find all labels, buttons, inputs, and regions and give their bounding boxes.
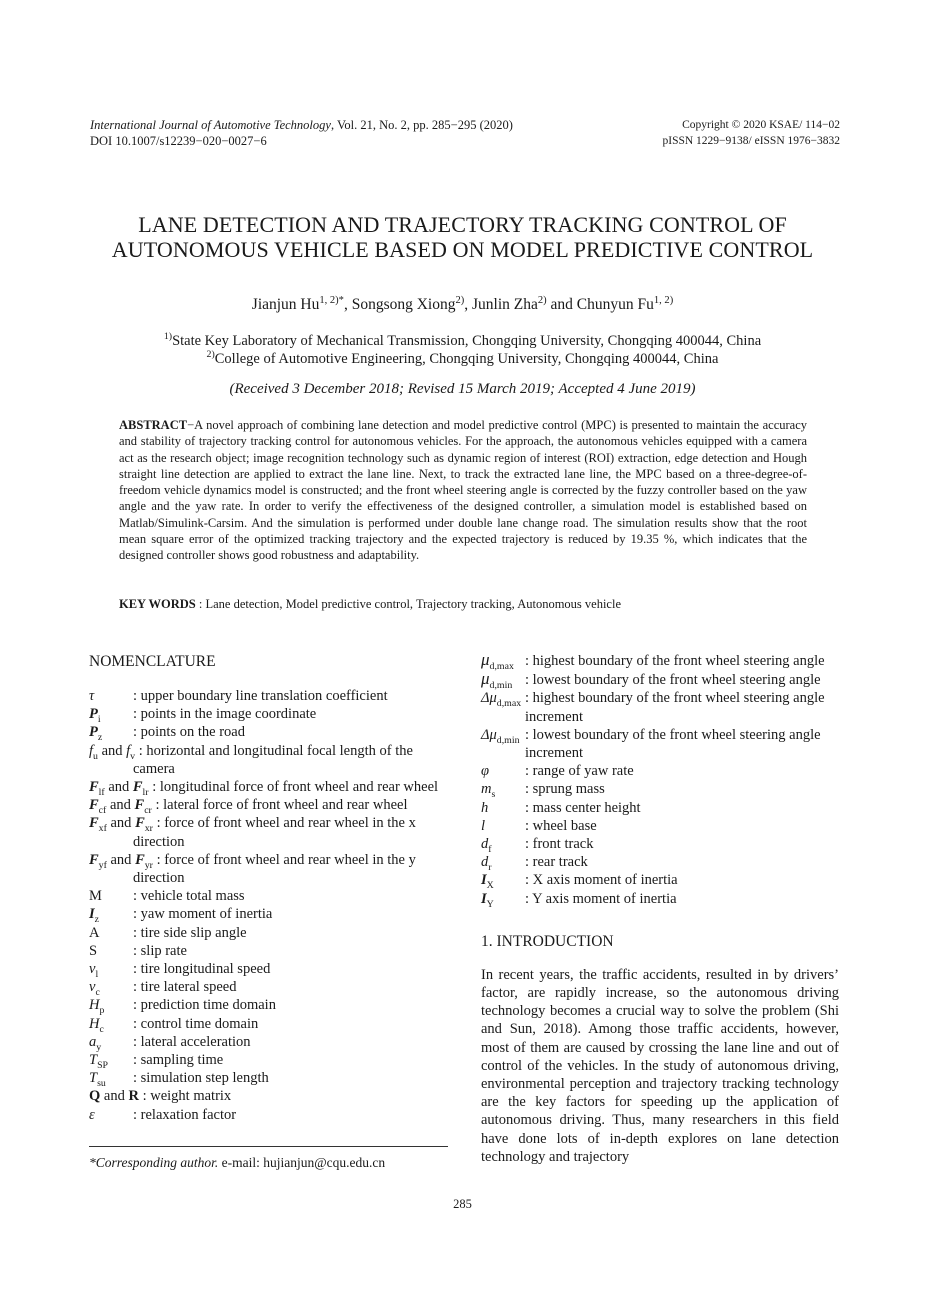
author-3-affil: 2)	[537, 294, 547, 306]
symbol-subscript: u	[93, 750, 98, 762]
definition: : force of front wheel and rear wheel in the y	[152, 851, 416, 868]
symbol-subscript: l	[95, 968, 99, 980]
citation-volume: , Vol. 21, No. 2, pp. 285−295 (2020)	[330, 118, 513, 132]
symbol: v	[89, 961, 96, 978]
symbol: S	[89, 942, 98, 959]
definition: : front track	[525, 836, 594, 853]
conjunction: and	[104, 779, 133, 796]
nomenclature-item	[89, 978, 448, 999]
symbol: P	[89, 706, 98, 723]
nomenclature-column-right	[481, 651, 839, 1166]
nomenclature-item	[89, 723, 448, 744]
page-number: 285	[453, 1197, 472, 1211]
nomenclature-item	[89, 705, 448, 726]
symbol: v	[89, 979, 96, 996]
definition: : sampling time	[133, 1052, 224, 1069]
nomenclature-heading: NOMENCLATURE	[89, 653, 216, 670]
symbol: H	[89, 1015, 100, 1032]
nomenclature-item	[481, 689, 839, 710]
symbol: f	[126, 742, 131, 759]
affiliations	[60, 332, 865, 368]
symbol-subscript: lf	[98, 786, 105, 798]
nomenclature-item	[89, 942, 448, 960]
definition: : lateral acceleration	[133, 1033, 251, 1050]
footnote-divider	[89, 1146, 448, 1147]
symbol: ε	[89, 1106, 95, 1123]
affiliation-1-mark: 1)	[163, 331, 173, 343]
nomenclature-item	[481, 651, 839, 670]
symbol-subscript: p	[99, 1005, 105, 1017]
definition: : upper boundary line translation coefficient	[133, 688, 388, 704]
title-line-1: LANE DETECTION AND TRAJECTORY TRACKING CONTROL OF	[138, 212, 787, 237]
definition: : X axis moment of inertia	[525, 872, 678, 889]
definition: : highest boundary of the front wheel steering angle	[525, 690, 825, 707]
keywords	[119, 597, 807, 612]
author-3: , Junlin Zha	[464, 296, 538, 313]
nomenclature-item	[89, 887, 448, 905]
nomenclature-item	[481, 762, 839, 780]
symbol: μ	[481, 669, 490, 689]
symbol-subscript: v	[130, 750, 136, 762]
symbol: F	[89, 797, 99, 814]
nomenclature-item	[89, 687, 448, 705]
nomenclature-continuation: camera	[133, 760, 175, 777]
symbol-subscript: yr	[144, 859, 153, 871]
journal-name: International Journal of Automotive Technology	[90, 118, 331, 132]
nomenclature-item	[481, 799, 839, 817]
nomenclature-item	[89, 996, 448, 1017]
symbol-subscript: f	[488, 843, 492, 855]
symbol-subscript: Y	[486, 898, 494, 910]
definition: : longitudinal force of front wheel and rear wheel	[148, 779, 439, 796]
affiliation-2-mark: 2)	[206, 349, 215, 361]
definition: : points in the image coordinate	[133, 706, 317, 723]
conjunction: and	[106, 815, 136, 832]
definition: : tire side slip angle	[133, 924, 247, 941]
nomenclature-item	[89, 778, 448, 796]
definition: : tire lateral speed	[133, 979, 237, 996]
nomenclature-item	[481, 871, 839, 892]
symbol-subscript: cr	[144, 805, 152, 817]
symbol-subscript: cf	[98, 805, 107, 817]
author-1-affil: 1, 2)*	[319, 294, 344, 306]
symbol-subscript: i	[97, 714, 101, 726]
definition: : range of yaw rate	[525, 763, 634, 780]
nomenclature-item	[481, 817, 839, 835]
symbol: F	[135, 851, 145, 868]
nomenclature-item	[89, 960, 448, 978]
symbol: A	[89, 924, 100, 941]
definition: : relaxation factor	[133, 1106, 237, 1123]
symbol: T	[89, 1070, 98, 1087]
definition: : lateral force of front wheel and rear wheel	[151, 797, 408, 814]
abstract	[119, 417, 807, 564]
symbol-subscript: xf	[98, 823, 107, 835]
copyright: Copyright © 2020 KSAE/ 114−02	[682, 119, 840, 131]
doi: DOI 10.1007/s12239−020−0027−6	[90, 134, 267, 148]
definition: : highest boundary of the front wheel steering angle	[525, 653, 825, 669]
symbol: H	[89, 997, 100, 1014]
title-line-2: AUTONOMOUS VEHICLE BASED ON MODEL PREDICTIVE CONTROL	[111, 237, 814, 262]
definition: : mass center height	[525, 799, 641, 816]
definition: : tire longitudinal speed	[133, 961, 271, 978]
symbol-subscript: su	[97, 1078, 106, 1090]
symbol-subscript: d,min	[489, 680, 513, 692]
symbol-subscript: c	[99, 1023, 104, 1035]
symbol-subscript: lr	[142, 786, 149, 798]
symbol: φ	[481, 763, 490, 780]
footnote-email: e-mail: hujianjun@cqu.edu.cn	[218, 1155, 386, 1170]
conjunction: and	[100, 1088, 129, 1105]
definition: : vehicle total mass	[133, 888, 245, 905]
symbol: F	[134, 797, 145, 814]
symbol-subscript: d,max	[496, 698, 522, 710]
nomenclature-item	[89, 851, 448, 869]
symbol: μ	[481, 650, 490, 669]
symbol-subscript: yf	[98, 859, 107, 871]
affiliation-2	[60, 350, 865, 368]
nomenclature-item	[89, 814, 448, 835]
copyright-block	[600, 117, 840, 149]
author-4-affil: 1, 2)	[653, 294, 674, 306]
definition: : weight matrix	[138, 1088, 232, 1105]
symbol: F	[132, 779, 143, 796]
definition: : lowest boundary of the front wheel steering angle	[525, 672, 821, 689]
symbol: Q	[89, 1088, 101, 1105]
symbol: h	[481, 799, 489, 816]
definition: : lowest boundary of the front wheel steering angle	[525, 726, 821, 743]
author-2: , Songsong Xiong	[343, 296, 456, 313]
abstract-text: −A novel approach of combining lane detection and model predictive control (MPC) is presented to maintain the accuracy and stability of trajectory tracking control for autonomous vehicles. For the approach, the autonomous vehicles equipped with a camera act as the research object; image recognition technology such as dynamic region of interest (ROI) extraction, edge detection and Hough straight line detection are applied to extract the lane line. Next, to track the extracted lane line, the MPC based on a three-degree-of-freedom vehicle dynamics model is constructed; and the front wheel steering angle is corrected by the fuzzy controller based on the yaw angle and the yaw rate. In order to verify the effectiveness of the designed controller, a simulation model is established based on Matlab/Simulink-Carsim. And the simulation is performed under double lane change road. The simulation results show that the root mean square error of the optimized tracking trajectory and the expected trajectory is reduced by 19.35 %, which indicates that the designed controller shows good robustness and adaptability.	[119, 418, 807, 563]
conjunction: and	[106, 797, 135, 814]
nomenclature-item	[89, 742, 448, 760]
symbol: l	[481, 817, 486, 834]
symbol-subscript: r	[488, 862, 492, 874]
affiliation-1	[60, 332, 865, 350]
symbol-subscript: d,max	[489, 660, 514, 672]
author-4: and Chunyun Fu	[546, 296, 654, 313]
definition: : Y axis moment of inertia	[525, 890, 677, 907]
nomenclature-item	[481, 726, 839, 744]
definition: : force of front wheel and rear wheel in the x	[152, 815, 416, 832]
affiliation-1-text: State Key Laboratory of Mechanical Transmission, Chongqing University, Chongqing 400044, China	[172, 333, 762, 349]
definition: : points on the road	[133, 724, 245, 741]
symbol: P	[89, 724, 98, 741]
affiliation-2-text: College of Automotive Engineering, Chongqing University, Chongqing 400044, China	[214, 351, 719, 367]
definition: : wheel base	[525, 817, 597, 834]
paper-title	[60, 212, 865, 262]
symbol: F	[89, 815, 99, 832]
symbol-subscript: s	[491, 789, 496, 801]
symbol: M	[89, 888, 102, 905]
author-1: Jianjun Hu	[251, 296, 320, 313]
symbol: R	[128, 1088, 139, 1105]
definition: : rear track	[525, 854, 588, 871]
conjunction: and	[97, 742, 127, 759]
footnote-label: *Corresponding author.	[89, 1155, 219, 1170]
nomenclature-item	[89, 1106, 448, 1124]
nomenclature-item	[89, 796, 448, 817]
nomenclature-continuation: increment	[525, 745, 583, 762]
nomenclature-item	[89, 924, 448, 942]
nomenclature-item	[89, 905, 448, 926]
nomenclature-item	[481, 669, 839, 692]
symbol: F	[89, 851, 99, 868]
nomenclature-item	[89, 1015, 448, 1033]
definition: : slip rate	[133, 942, 187, 959]
introduction-heading: 1. INTRODUCTION	[481, 932, 614, 950]
symbol: τ	[89, 688, 95, 704]
definition: : yaw moment of inertia	[133, 906, 273, 923]
issn: pISSN 1229−9138/ eISSN 1976−3832	[662, 135, 840, 147]
nomenclature-column-left	[89, 651, 448, 1124]
nomenclature-continuation: direction	[133, 870, 185, 887]
keywords-label: KEY WORDS	[119, 597, 196, 611]
symbol-subscript: c	[95, 987, 100, 999]
symbol: a	[89, 1033, 97, 1050]
author-2-affil: 2)	[455, 294, 465, 306]
introduction-paragraph: In recent years, the traffic accidents, resulted in by drivers’ factor, are rapidly increase, so the autonomous driving technology becomes a crucial way to solve the problem (Shi and Sun, 2018). Among those traffic accidents, however, most of them are caused by crossing the lane line and out of control of the vehicles. In the study of autonomous driving, environmental perception and trajectory tracking technology are the key factors for speeding up the application of autonomous driving. Thus, many researchers in this field have done lots of in-depth explores on lane detection technology and trajectory	[481, 966, 839, 1165]
definition: : simulation step length	[133, 1070, 269, 1087]
abstract-label: ABSTRACT	[119, 418, 188, 432]
nomenclature-item	[89, 1069, 448, 1090]
symbol-subscript: X	[486, 880, 494, 892]
nomenclature-item	[89, 1051, 448, 1069]
nomenclature-item	[89, 1033, 448, 1051]
nomenclature-item	[481, 890, 839, 908]
symbol: I	[481, 890, 487, 907]
symbol: Δμ	[481, 690, 497, 707]
symbol: I	[481, 872, 487, 889]
definition: : sprung mass	[525, 781, 605, 798]
symbol-subscript: z	[94, 914, 100, 926]
symbol: I	[89, 906, 95, 923]
keywords-text: : Lane detection, Model predictive control, Trajectory tracking, Autonomous vehicle	[195, 597, 622, 611]
nomenclature-item	[481, 853, 839, 874]
symbol: T	[89, 1052, 98, 1069]
nomenclature-continuation: increment	[525, 708, 583, 725]
symbol-subscript: d,min	[496, 734, 520, 746]
definition: : control time domain	[133, 1015, 259, 1032]
nomenclature-continuation: direction	[133, 833, 185, 850]
symbol: d	[481, 854, 489, 871]
authors	[60, 296, 865, 314]
symbol: d	[481, 836, 489, 853]
definition: : horizontal and longitudinal focal length of the	[135, 742, 413, 759]
nomenclature-item	[481, 780, 839, 801]
definition: : prediction time domain	[133, 997, 276, 1014]
journal-citation	[90, 117, 610, 149]
received-dates: (Received 3 December 2018; Revised 15 March 2019; Accepted 4 June 2019)	[229, 381, 696, 397]
symbol-subscript: xr	[144, 823, 153, 835]
conjunction: and	[106, 851, 136, 868]
symbol: f	[89, 742, 94, 759]
symbol-subscript: SP	[97, 1059, 109, 1071]
footnote	[89, 1155, 448, 1171]
symbol: F	[135, 815, 145, 832]
nomenclature-item	[89, 1087, 448, 1105]
symbol: m	[481, 781, 492, 798]
symbol: Δμ	[481, 726, 497, 743]
nomenclature-item	[481, 835, 839, 853]
symbol-subscript: z	[97, 732, 103, 744]
symbol-subscript: y	[96, 1041, 102, 1053]
symbol: F	[89, 779, 99, 796]
